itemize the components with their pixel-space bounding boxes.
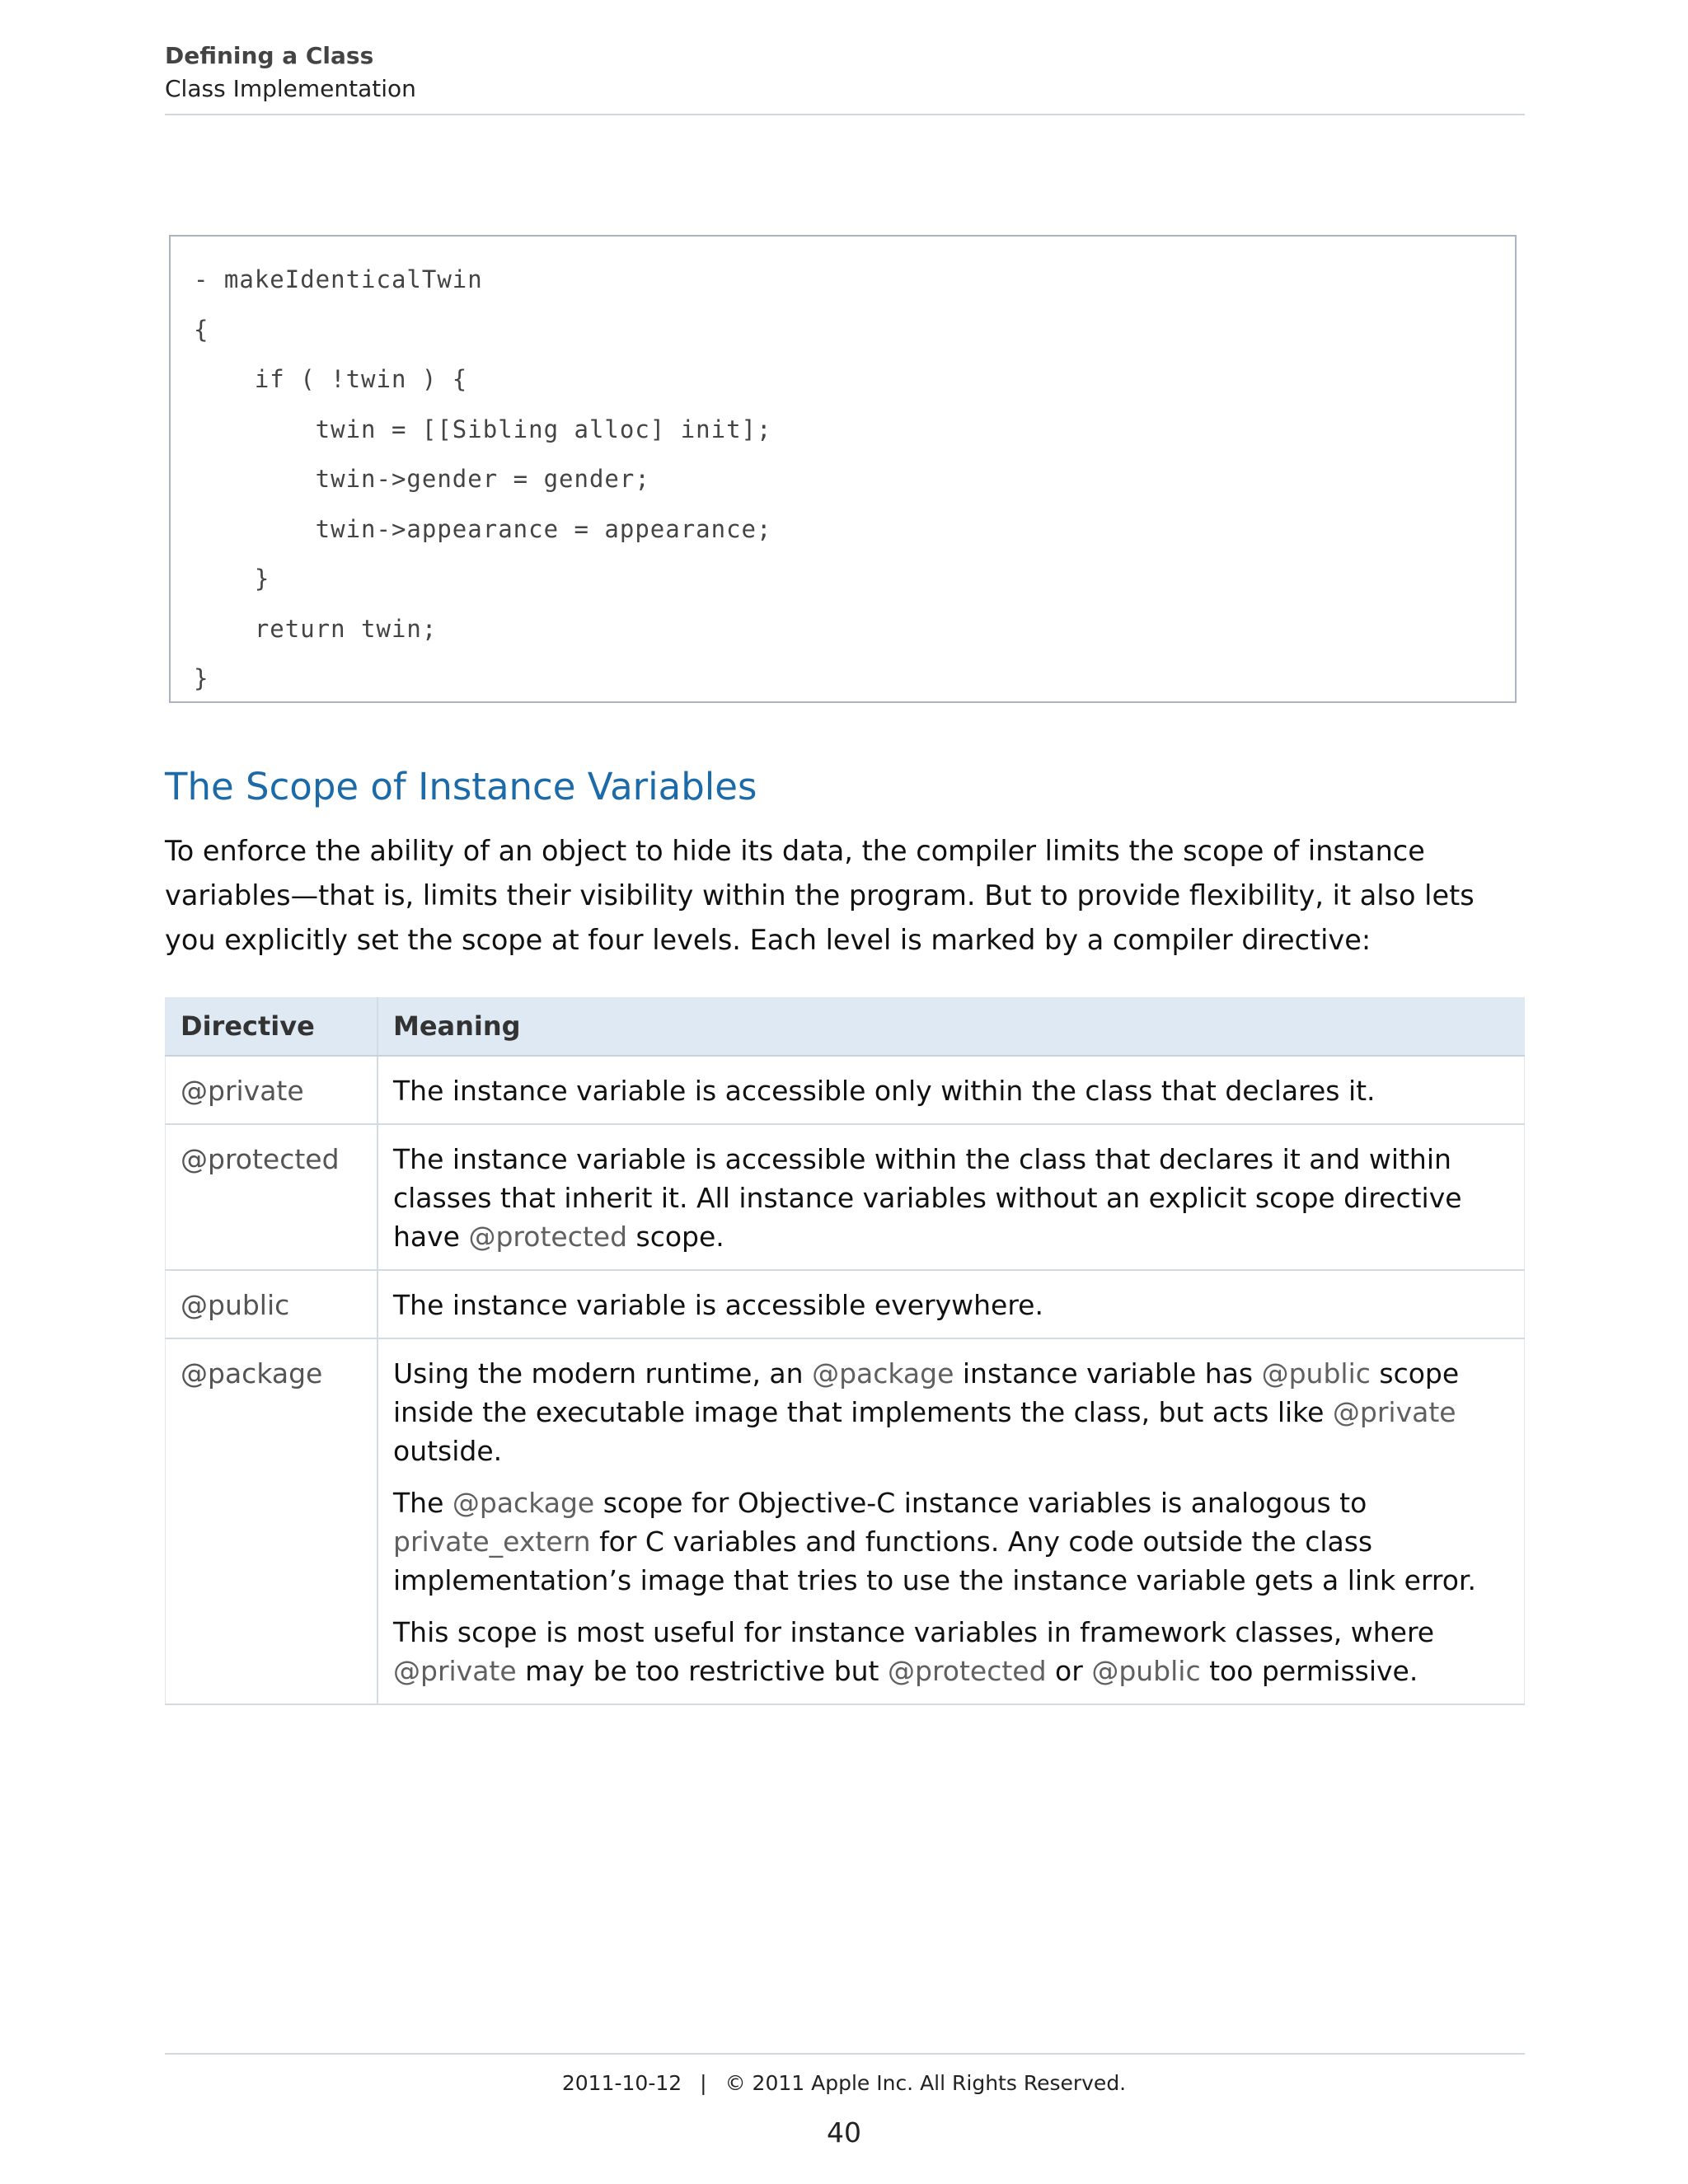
directive-table bbox=[165, 997, 1525, 1705]
code-term: @package bbox=[812, 1357, 954, 1390]
header-chapter-title: Defining a Class bbox=[165, 42, 374, 69]
meaning-text: Using the modern runtime, an bbox=[393, 1357, 813, 1390]
code-term: @private bbox=[1332, 1396, 1456, 1428]
header-divider bbox=[165, 114, 1525, 115]
code-term: @public bbox=[1091, 1655, 1201, 1687]
code-term: private_extern bbox=[393, 1526, 591, 1558]
code-line: twin->gender = gender; bbox=[194, 465, 650, 493]
meaning-text: The instance variable is accessible within the class that declares it and within classes that inherit it. All instance variables without an explicit scope directive have bbox=[393, 1143, 1462, 1253]
code-listing bbox=[169, 235, 1517, 703]
meaning-paragraph bbox=[393, 1613, 1509, 1690]
meaning-text: may be too restrictive but bbox=[516, 1655, 888, 1687]
meaning-text: outside. bbox=[393, 1435, 503, 1467]
code-line: twin->appearance = appearance; bbox=[194, 514, 772, 543]
column-header-meaning: Meaning bbox=[377, 997, 1525, 1056]
directive-cell: @private bbox=[166, 1056, 378, 1124]
header-section-title: Class Implementation bbox=[165, 75, 416, 102]
meaning-cell: The instance variable is accessible everywhere. bbox=[377, 1270, 1525, 1338]
code-line: } bbox=[194, 664, 209, 692]
meaning-text: scope. bbox=[627, 1221, 724, 1253]
column-header-directive: Directive bbox=[166, 997, 378, 1056]
meaning-cell: The instance variable is accessible only within the class that declares it. bbox=[377, 1056, 1525, 1124]
code-term: @private bbox=[393, 1655, 517, 1687]
footer-date: 2011-10-12 bbox=[561, 2071, 682, 2095]
code-line: } bbox=[194, 565, 270, 593]
meaning-text: scope for Objective-C instance variables is analogous to bbox=[594, 1487, 1367, 1519]
directive-cell: @public bbox=[166, 1270, 378, 1338]
table-row bbox=[166, 1056, 1525, 1124]
footer-divider bbox=[165, 2053, 1525, 2055]
code-line: if ( !twin ) { bbox=[194, 365, 468, 393]
footer-copyright: © 2011 Apple Inc. All Rights Reserved. bbox=[724, 2071, 1127, 2095]
directive-cell: @protected bbox=[166, 1124, 378, 1270]
meaning-text: scope inside the executable image that implements the class, but acts like bbox=[393, 1357, 1460, 1428]
meaning-text: for C variables and functions. Any code outside the class implementation’s image that tries to use the instance variable gets a link error. bbox=[393, 1526, 1476, 1596]
code-line: - makeIdenticalTwin bbox=[194, 265, 483, 293]
meaning-text: This scope is most useful for instance variables in framework classes, where bbox=[393, 1616, 1435, 1648]
meaning-text: too permissive. bbox=[1200, 1655, 1418, 1687]
page-number: 40 bbox=[827, 2116, 861, 2149]
code-term: @package bbox=[452, 1487, 595, 1519]
section-heading: The Scope of Instance Variables bbox=[165, 765, 757, 808]
table-row bbox=[166, 1124, 1525, 1270]
code-term: @protected bbox=[888, 1655, 1047, 1687]
meaning-paragraph bbox=[393, 1483, 1509, 1600]
table-row bbox=[166, 1338, 1525, 1704]
code-term: @protected bbox=[468, 1221, 628, 1253]
meaning-text: or bbox=[1046, 1655, 1092, 1687]
meaning-text: instance variable has bbox=[954, 1357, 1262, 1390]
table-header-row bbox=[166, 997, 1525, 1056]
meaning-cell bbox=[377, 1338, 1525, 1704]
meaning-paragraph bbox=[393, 1354, 1509, 1470]
meaning-cell bbox=[377, 1124, 1525, 1270]
meaning-text: The bbox=[393, 1487, 452, 1519]
code-line: return twin; bbox=[194, 614, 438, 643]
running-header bbox=[165, 40, 1525, 105]
directive-cell: @package bbox=[166, 1338, 378, 1704]
footer-separator: | bbox=[700, 2071, 707, 2095]
code-line: { bbox=[194, 315, 209, 344]
code-term: @public bbox=[1261, 1357, 1371, 1390]
intro-paragraph: To enforce the ability of an object to hide its data, the compiler limits the scope of instance variables—that is, limits their visibility within the program. But to provide flexibility, it also lets you explicitly set the scope at four levels. Each level is marked by a compiler directive: bbox=[165, 835, 1475, 956]
table-row bbox=[166, 1270, 1525, 1338]
code-line: twin = [[Sibling alloc] init]; bbox=[194, 415, 772, 443]
footer bbox=[0, 2067, 1688, 2100]
